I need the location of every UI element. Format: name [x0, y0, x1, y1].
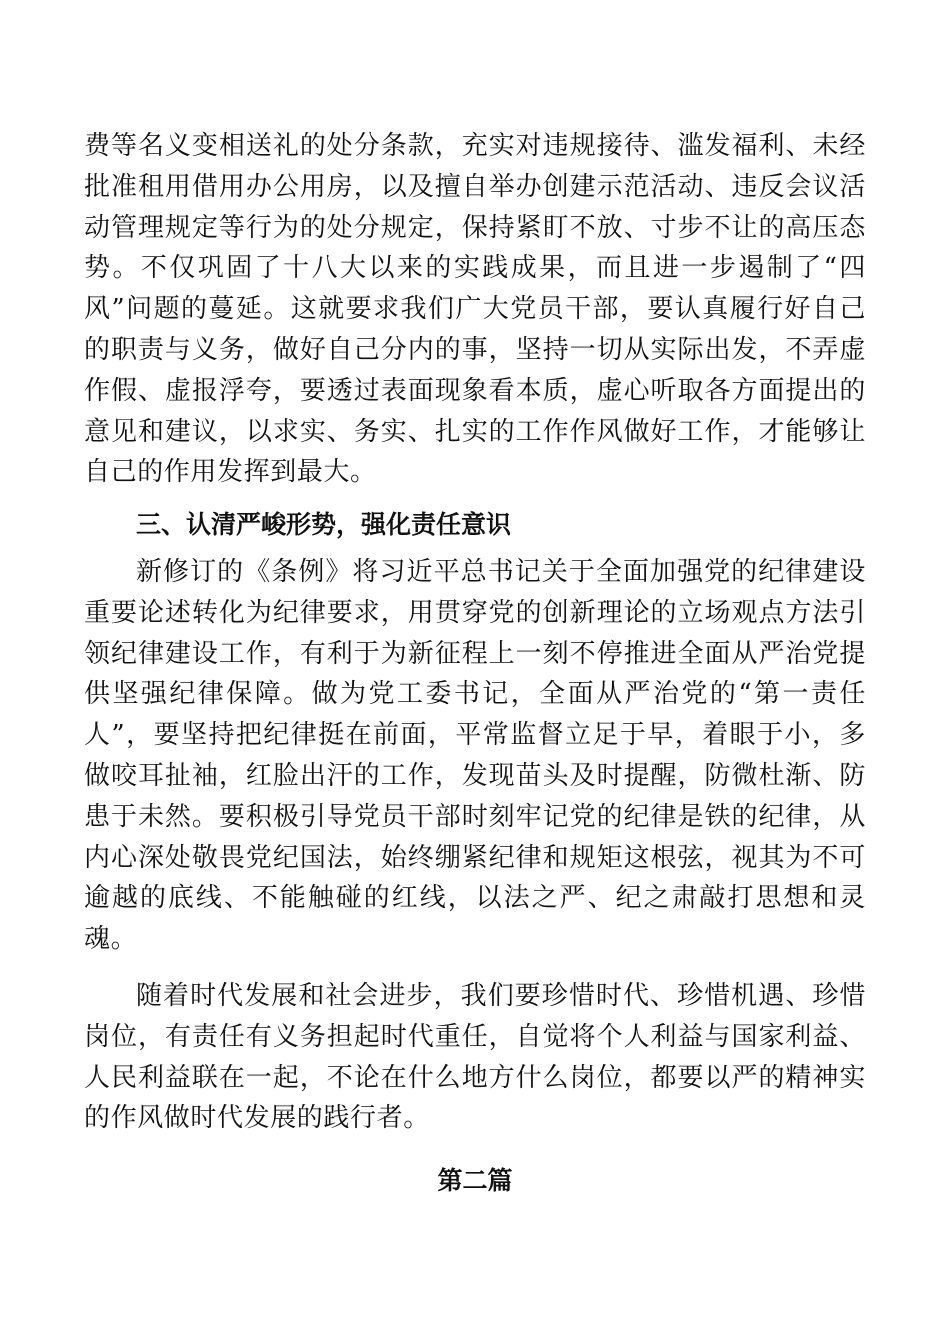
- paragraph-discipline: 新修订的《条例》将习近平总书记关于全面加强党的纪律建设重要论述转化为纪律要求，用贯穿党的创新理论的立场观点方法引领纪律建设工作，有利于为新征程上一刻不停推进全面从严治党提供坚强纪律保障。做为党工委书记，全面从严治党的“第一责任人”，要坚持把纪律挺在前面，平常监督立足于早，着眼于小，多做咬耳扯袖，红脸出汗的工作，发现苗头及时提醒，防微杜渐、防患于未然。要积极引导党员干部时刻牢记党的纪律是铁的纪律，从内心深处敬畏党纪国法，始终绷紧纪律和规矩这根弦，视其为不可逾越的底线、不能触碰的红线，以法之严、纪之肃敲打思想和灵魂。: [84, 556, 866, 955]
- section-heading-3: 三、认清严峻形势，强化责任意识: [136, 510, 512, 540]
- paragraph-era: 随着时代发展和社会进步，我们要珍惜时代、珍惜机遇、珍惜岗位，有责任有义务担起时代重任，自觉将个人利益与国家利益、人民利益联在一起，不论在什么地方什么岗位，都要以严的精神实的作风做时代发展的践行者。: [84, 980, 866, 1134]
- document-body: [84, 126, 866, 1202]
- chapter-title: 第二篇: [437, 1166, 513, 1196]
- paragraph-continued: 费等名义变相送礼的处分条款，充实对违规接待、滥发福利、未经批准租用借用办公用房，以及擅自举办创建示范活动、违反会议活动管理规定等行为的处分规定，保持紧盯不放、寸步不让的高压态势。不仅巩固了十八大以来的实践成果，而且进一步遏制了“四风”问题的蔓延。这就要求我们广大党员干部，要认真履行好自己的职责与义务，做好自己分内的事，坚持一切从实际出发，不弄虚作假、虚报浮夸，要透过表面现象看本质，虚心听取各方面提出的意见和建议，以求实、务实、扎实的工作作风做好工作，才能够让自己的作用发挥到最大。: [84, 131, 866, 488]
